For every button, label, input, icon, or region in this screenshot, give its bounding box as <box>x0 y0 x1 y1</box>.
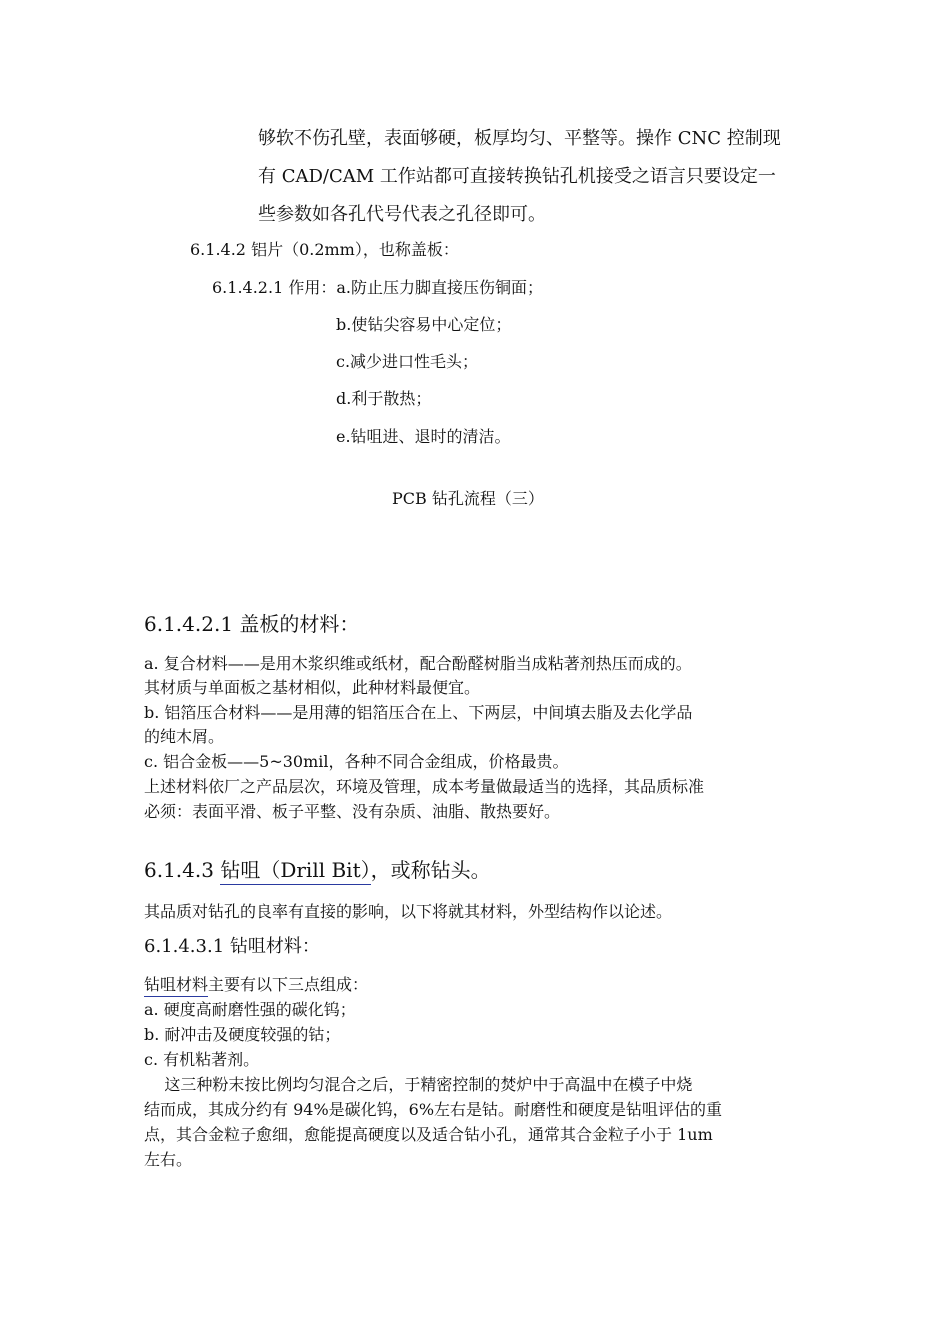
drill-bit-heading <box>144 854 491 883</box>
body-text-line: 必须：表面平滑、板子平整、没有杂质、油脂、散热要好。 <box>144 802 561 821</box>
use-item-c: c.减少进口性毛头； <box>336 352 479 371</box>
drill-material-intro <box>144 972 368 995</box>
use-item-a: a.防止压力脚直接压伤铜面； <box>336 278 543 297</box>
heading-suffix: ，或称钻头。 <box>370 858 491 882</box>
use-item-d: d.利于散热； <box>336 389 432 408</box>
body-text-line: 够软不伤孔壁，表面够硬，板厚均匀、平整等。操作 CNC 控制现 <box>258 128 781 149</box>
body-text-line: 左右。 <box>144 1150 193 1169</box>
body-text-line: 的纯木屑。 <box>144 727 225 746</box>
section-title: PCB 钻孔流程（三） <box>392 489 544 508</box>
body-text-line: 这三种粉末按比例均匀混合之后，于精密控制的焚炉中于高温中在模子中烧 <box>144 1075 693 1094</box>
body-text-line: c. 铝合金板——5~30mil，各种不同合金组成，价格最贵。 <box>144 752 569 771</box>
body-text-line: 上述材料依厂之产品层次，环境及管理，成本考量做最适当的选择，其品质标准 <box>144 777 705 796</box>
cover-material-heading: 6.1.4.2.1 盖板的材料： <box>144 612 360 636</box>
body-text-line: 点，其合金粒子愈细，愈能提高硬度以及适合钻小孔，通常其合金粒子小于 1um <box>144 1125 713 1144</box>
body-text-line: 些参数如各孔代号代表之孔径即可。 <box>258 204 546 225</box>
body-text-line: 结而成，其成分约有 94%是碳化钨，6%左右是钴。耐磨性和硬度是钻咀评估的重 <box>144 1100 723 1119</box>
use-item-e: e.钻咀进、退时的清洁。 <box>336 427 511 446</box>
drill-material-heading: 6.1.4.3.1 钻咀材料： <box>144 936 320 957</box>
use-list-prefix: 6.1.4.2.1 作用： <box>212 278 337 297</box>
list-item: c. 有机粘著剂。 <box>144 1050 260 1069</box>
drill-material-rest: 主要有以下三点组成： <box>208 975 369 994</box>
list-item: a. 硬度高耐磨性强的碳化钨； <box>144 1000 356 1019</box>
drill-material-link[interactable]: 钻咀材料 <box>144 975 208 997</box>
body-text-line: b. 铝箔压合材料——是用薄的铝箔压合在上、下两层，中间填去脂及去化学品 <box>144 703 693 722</box>
body-text-line: 其品质对钻孔的良率有直接的影响，以下将就其材料，外型结构作以论述。 <box>144 902 673 921</box>
subsection-heading-6142: 6.1.4.2 铝片（0.2mm），也称盖板： <box>190 240 459 259</box>
drill-bit-link[interactable]: 钻咀（Drill Bit） <box>220 858 370 885</box>
body-text-line: 有 CAD/CAM 工作站都可直接转换钻孔机接受之语言只要设定一 <box>258 166 776 187</box>
list-item: b. 耐冲击及硬度较强的钴； <box>144 1025 341 1044</box>
use-list-first-row <box>212 275 543 298</box>
body-text-line: 其材质与单面板之基材相似，此种材料最便宜。 <box>144 678 481 697</box>
body-text-line: a. 复合材料——是用木浆织维或纸材，配合酚醛树脂当成粘著剂热压而成的。 <box>144 654 692 673</box>
use-item-b: b.使钻尖容易中心定位； <box>336 315 512 334</box>
heading-number: 6.1.4.3 <box>144 858 221 882</box>
